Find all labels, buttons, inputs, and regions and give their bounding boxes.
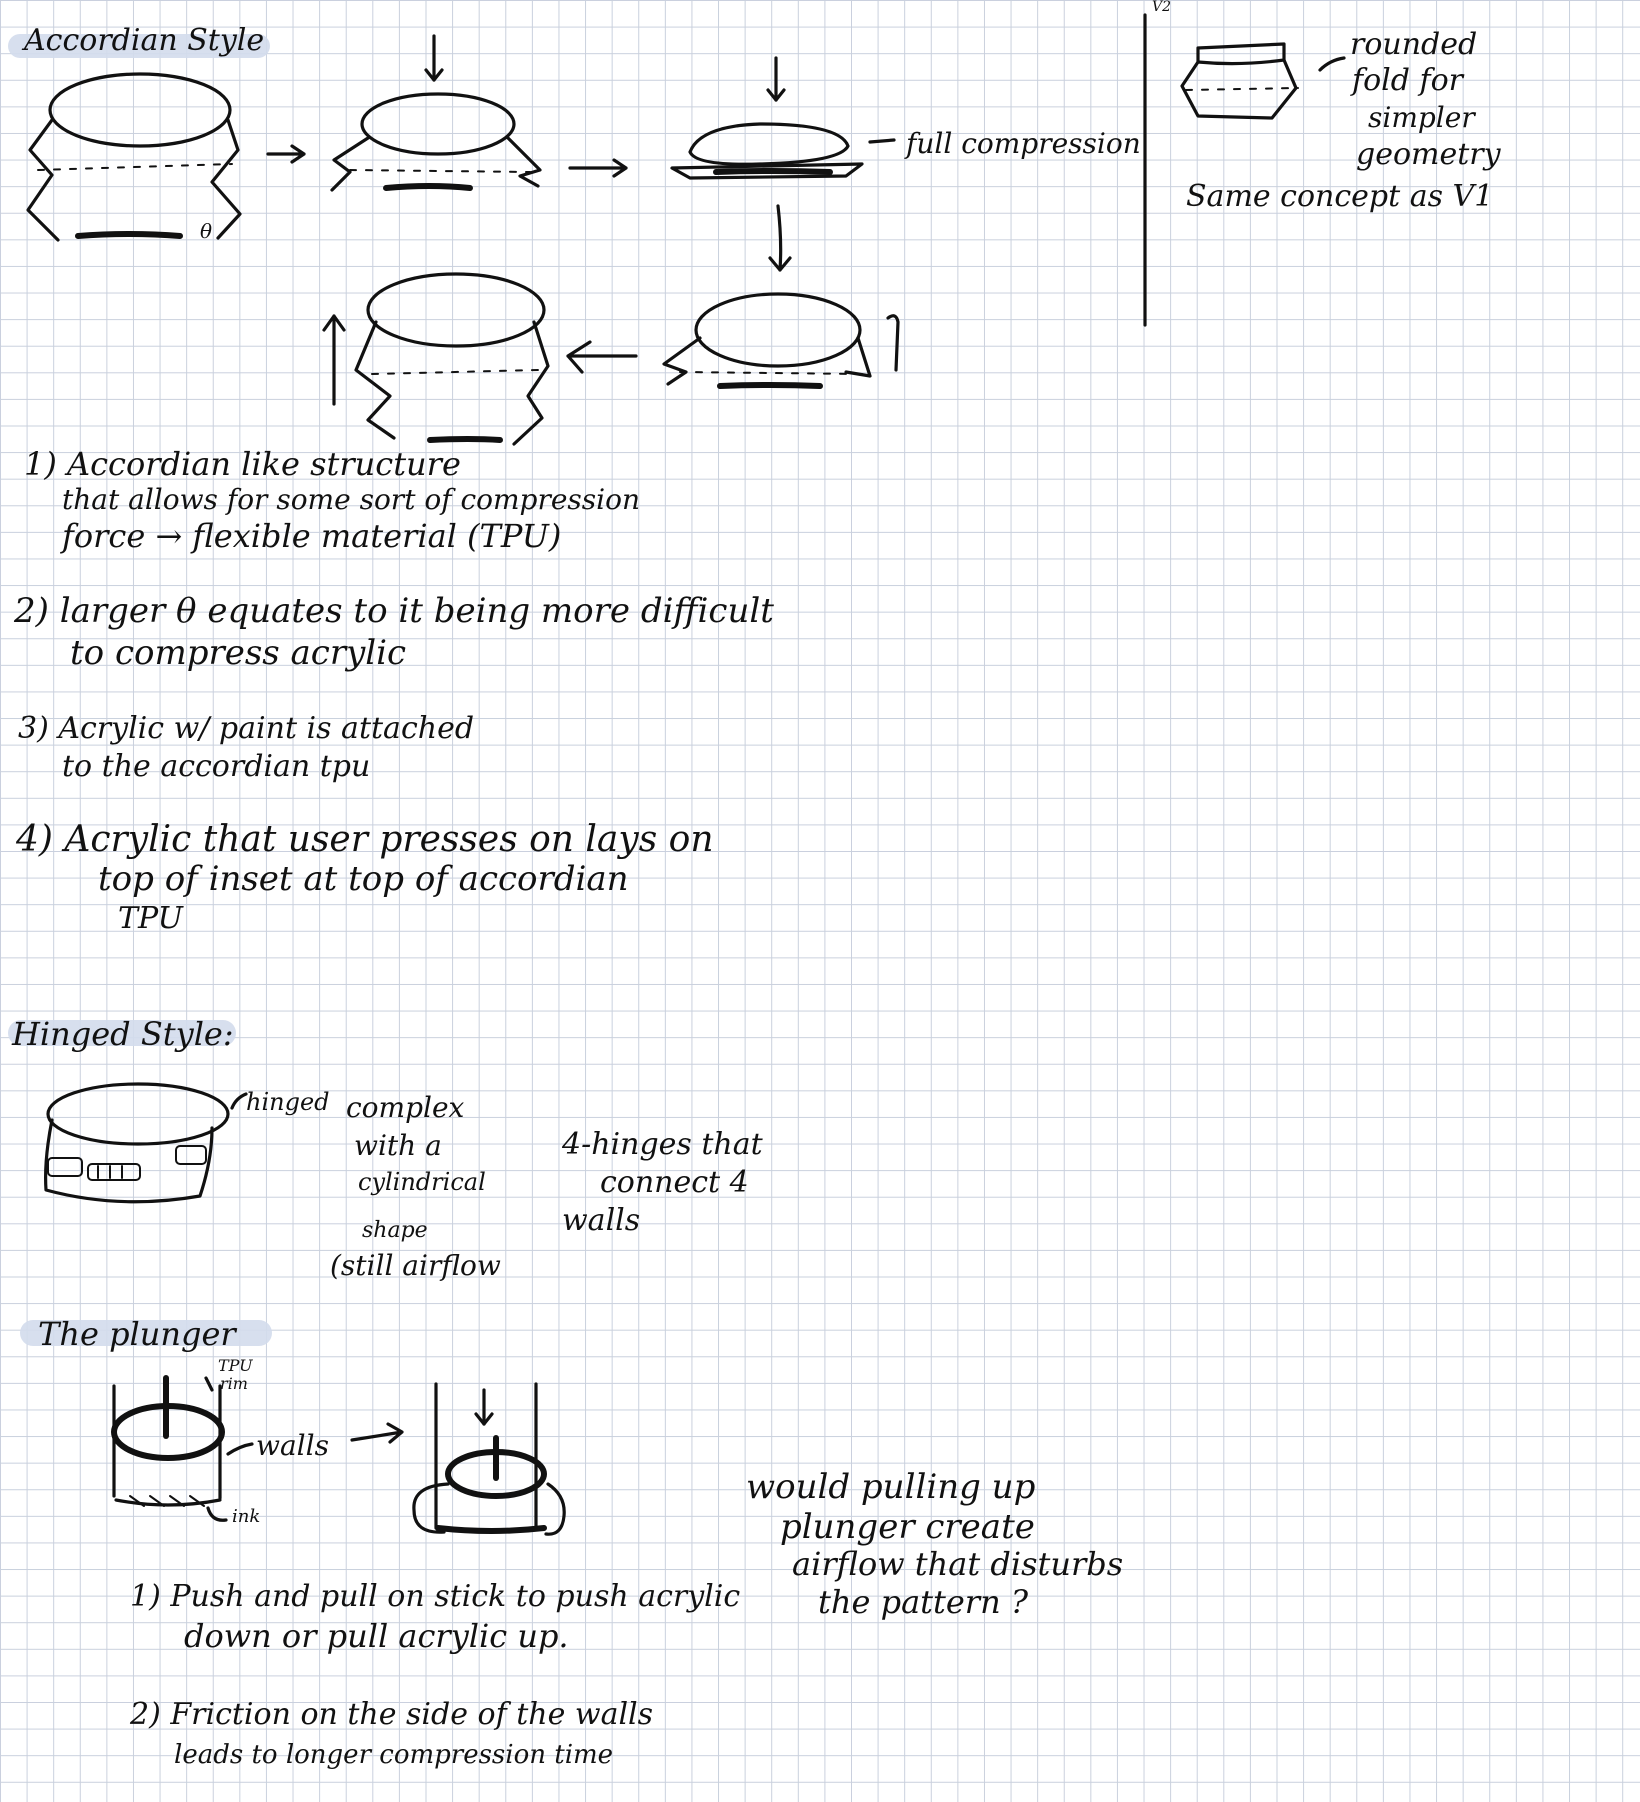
hinged-note-a-line-1: complex [346,1091,465,1124]
hinged-note-a-line-5: (still airflow [330,1249,501,1282]
hinged-note-b-line-3: walls [562,1203,641,1238]
arrow-left [568,342,636,372]
plunger-label-rim-2: rim [220,1374,248,1393]
accordion-point-3-line-2: to the accordian tpu [62,749,371,784]
hinged-note-a-line-2: with a [354,1129,442,1162]
accordion-sketch-releasing [664,294,898,386]
plunger-question-line-4: the pattern ? [818,1583,1029,1621]
accordion-point-4-line-3: TPU [118,901,183,936]
v2-note-line-4: geometry [1356,137,1501,172]
accordion-point-4-line-1: 4) Acrylic that user presses on lays on [16,819,714,860]
v2-note-line-2: fold for [1352,63,1464,98]
plunger-point-2-line-1: 2) Friction on the side of the walls [130,1697,654,1732]
plunger-label-ink: ink [232,1506,261,1527]
accordion-point-1-line-2: that allows for some sort of compression [62,483,641,516]
hinged-label: hinged [246,1088,330,1116]
accordion-point-2-line-2: to compress acrylic [70,633,407,673]
plunger-label-rim-1: TPU [218,1356,253,1375]
plunger-question-line-1: would pulling up [746,1467,1036,1507]
v2-sketch [1182,44,1344,118]
accordion-sketch-returned [324,274,548,444]
accordion-point-1-line-1: 1) Accordian like structure [24,445,461,483]
accordion-point-1-line-3: force → flexible material (TPU) [62,517,562,555]
hinged-note-a-line-3: cylindrical [358,1168,486,1196]
arrow-right-1 [268,146,304,162]
heading-plunger: The plunger [38,1315,236,1353]
arrow-right-2 [570,160,626,176]
accordion-sketch-half [332,36,540,190]
label-full-compression: full compression [906,127,1141,160]
hinged-note-b-line-2: connect 4 [600,1165,749,1200]
plunger-label-walls: walls [256,1429,329,1462]
plunger-point-2-line-2: leads to longer compression time [174,1740,614,1770]
hinged-note-a-line-4: shape [362,1218,428,1243]
svg-text:θ: θ [200,219,213,243]
v2-note-line-1: rounded [1350,27,1478,62]
accordion-sketch-full [672,58,894,178]
heading-v2: V2 [1152,0,1172,15]
accordion-sketch-uncompressed [28,74,240,243]
plunger-point-1-line-1: 1) Push and pull on stick to push acrylic [130,1579,741,1614]
accordion-point-3-line-1: 3) Acrylic w/ paint is attached [18,711,475,746]
plunger-point-1-line-2: down or pull acrylic up. [184,1617,569,1655]
hinged-sketch [46,1084,246,1202]
plunger-question-line-3: airflow that disturbs [792,1545,1124,1583]
heading-accordion: Accordian Style [24,23,265,58]
accordion-point-2-line-1: 2) larger θ equates to it being more difficult [14,591,774,631]
hinged-note-b-line-1: 4-hinges that [562,1127,763,1162]
accordion-point-4-line-2: top of inset at top of accordian [98,859,629,899]
same-concept-note: Same concept as V1 [1186,179,1494,214]
heading-hinged: Hinged Style: [12,1015,234,1053]
plunger-question-line-2: plunger create [780,1507,1035,1547]
arrow-down [770,206,790,270]
plunger-sketch-2 [414,1384,564,1534]
v2-note-line-3: simpler [1368,101,1475,134]
